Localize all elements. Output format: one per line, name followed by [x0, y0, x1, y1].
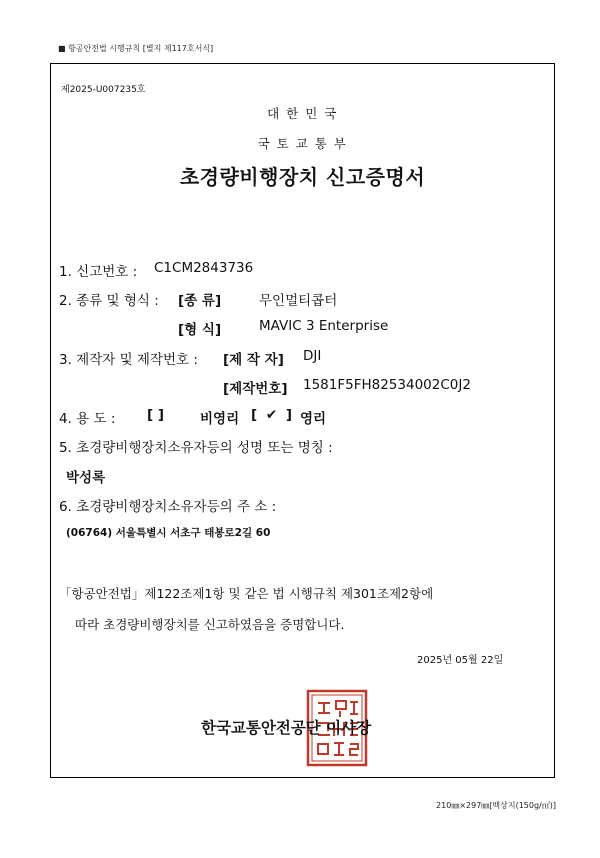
- ministry-name: 국 토 교 통 부: [257, 136, 348, 151]
- noncommercial-label: 비영리: [200, 411, 240, 427]
- serial-value: 1581F5FH82534002C0J2: [303, 377, 471, 393]
- type-label: 2. 종류 및 형식 :: [59, 293, 159, 309]
- owner-name-label: 5. 초경량비행장치소유자등의 성명 또는 명칭 :: [59, 440, 333, 456]
- paper-spec: 210㎜×297㎜[백상지(150g/㎡)]: [436, 801, 556, 810]
- document-number: 제2025-U007235호: [61, 85, 146, 95]
- commercial-checkbox: [251, 407, 292, 423]
- serial-label: [제작번호]: [223, 381, 288, 397]
- usage-label: 4. 용 도 :: [59, 411, 116, 427]
- issuer-name: 한국교통안전공단 이사장: [201, 719, 372, 737]
- form-reference: ■ 항공안전법 시행규칙 [별지 제117호서식]: [58, 44, 214, 53]
- issue-date: 2025년 05월 22일: [417, 655, 504, 666]
- country-name: 대 한 민 국: [267, 106, 338, 121]
- statement-line-1: 「항공안전법」제122조제1항 및 같은 법 시행규칙 제301조제2항에: [59, 586, 434, 601]
- model-label: [형 식]: [178, 322, 222, 338]
- maker-sub-label: [제 작 자]: [223, 352, 284, 368]
- model-value: MAVIC 3 Enterprise: [259, 318, 389, 334]
- certificate-frame: [50, 63, 555, 778]
- bracket-open: [: [251, 407, 258, 423]
- maker-value: DJI: [303, 348, 322, 364]
- owner-address-label: 6. 초경량비행장치소유자등의 주 소 :: [59, 499, 277, 515]
- noncommercial-checkbox: [ ]: [147, 407, 165, 423]
- owner-address-value: (06764) 서울특별시 서초구 태봉로2길 60: [66, 527, 271, 539]
- kind-label: [종 류]: [178, 293, 222, 309]
- kind-value: 무인멀티콥터: [259, 293, 338, 309]
- maker-label: 3. 제작자 및 제작번호 :: [59, 352, 198, 368]
- commercial-label: 영리: [300, 411, 327, 427]
- check-icon: ✔: [265, 407, 278, 423]
- statement-line-2: 따라 초경량비행장치를 신고하였음을 증명합니다.: [75, 617, 345, 632]
- owner-name-value: 박성록: [66, 470, 106, 486]
- bracket-close: ]: [285, 407, 293, 423]
- certificate-title: 초경량비행장치 신고증명서: [179, 165, 426, 189]
- report-number-value: C1CM2843736: [154, 260, 254, 276]
- report-number-label: 1. 신고번호 :: [59, 264, 138, 280]
